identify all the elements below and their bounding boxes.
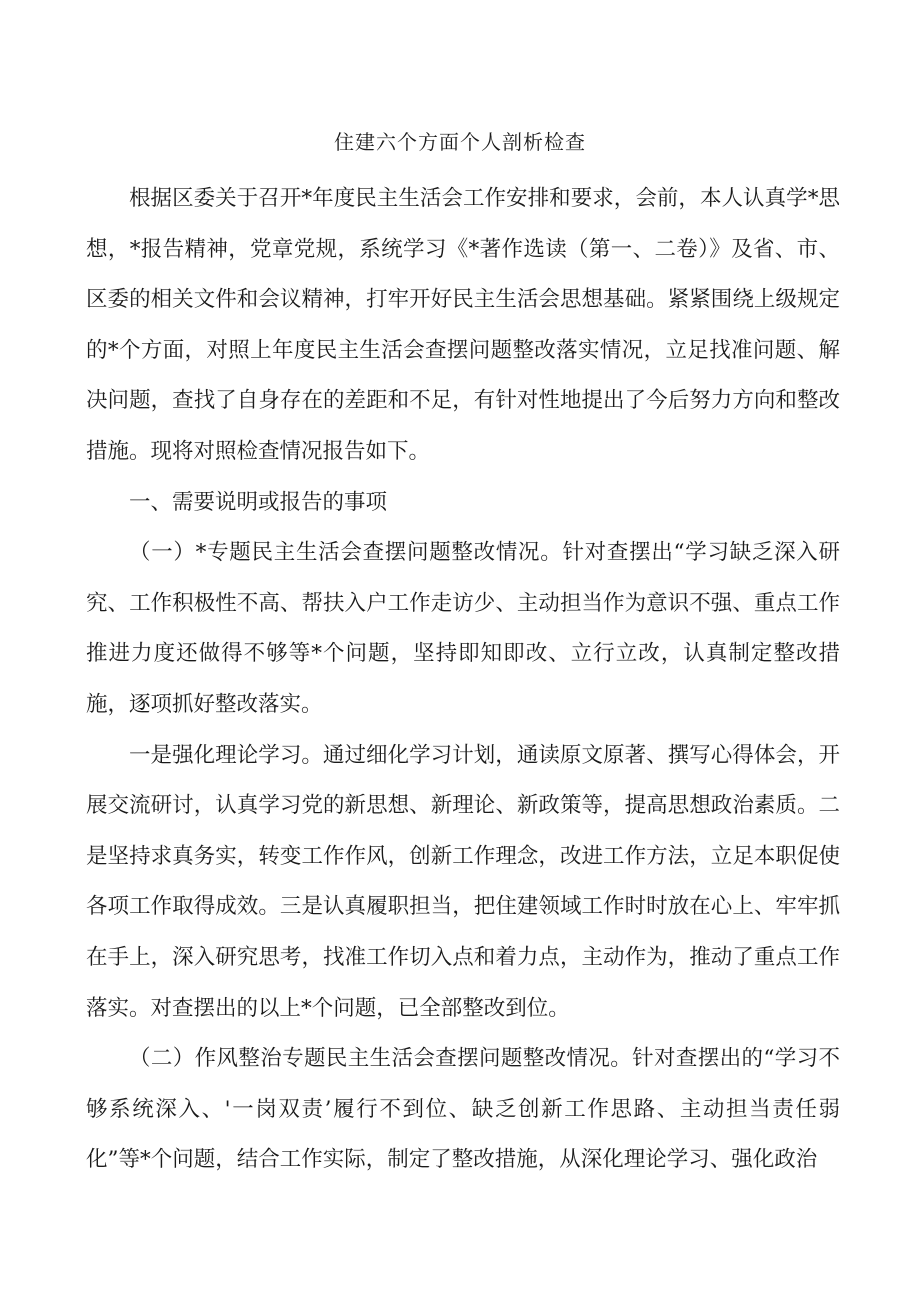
paragraph-measures: 一是强化理论学习。通过细化学习计划，通读原文原著、撰写心得体会，开展交流研讨，认真学习党的新思想、新理论、新政策等，提高思想政治素质。二是坚持求真务实，转变工作作风，创新工作理念，改进工作方法，立足本职促使各项工作取得成效。三是认真履职担当，把住建领域工作时时放在心上、牢牢抓在手上，深入研究思考，找准工作切入点和着力点，主动作为，推动了重点工作落实。对查摆出的以上*个问题，已全部整改到位。 (86, 742, 840, 1021)
paragraph-item-2: （二）作风整治专题民主生活会查摆问题整改情况。针对查摆出的“学习不够系统深入、'一岗双责’履行不到位、缺乏创新工作思路、主动担当责任弱化”等*个问题，结合工作实际，制定了整改措施，从深化理论学习、强化政治 (86, 1046, 840, 1173)
paragraph-intro: 根据区委关于召开*年度民主生活会工作安排和要求，会前，本人认真学*思想，*报告精神，党章党规，系统学习《*著作选读（第一、二卷）》及省、市、区委的相关文件和会议精神，打牢开好民主生活会思想基础。紧紧围绕上级规定的*个方面，对照上年度民主生活会查摆问题整改落实情况，立足找准问题、解决问题，查找了自身存在的差距和不足，有针对性地提出了今后努力方向和整改措施。现将对照检查情况报告如下。 (86, 186, 840, 464)
section-heading: 一、需要说明或报告的事项 (129, 489, 388, 515)
paragraph-item-1: （一）*专题民主生活会查摆问题整改情况。针对查摆出“学习缺乏深入研究、工作积极性不高、帮扶入户工作走访少、主动担当作为意识不强、重点工作推进力度还做得不够等*个问题，坚持即知即改、立行立改，认真制定整改措施，逐项抓好整改落实。 (86, 540, 840, 717)
document-title: 住建六个方面个人剖析检查 (334, 130, 586, 154)
document-body (86, 174, 840, 1186)
